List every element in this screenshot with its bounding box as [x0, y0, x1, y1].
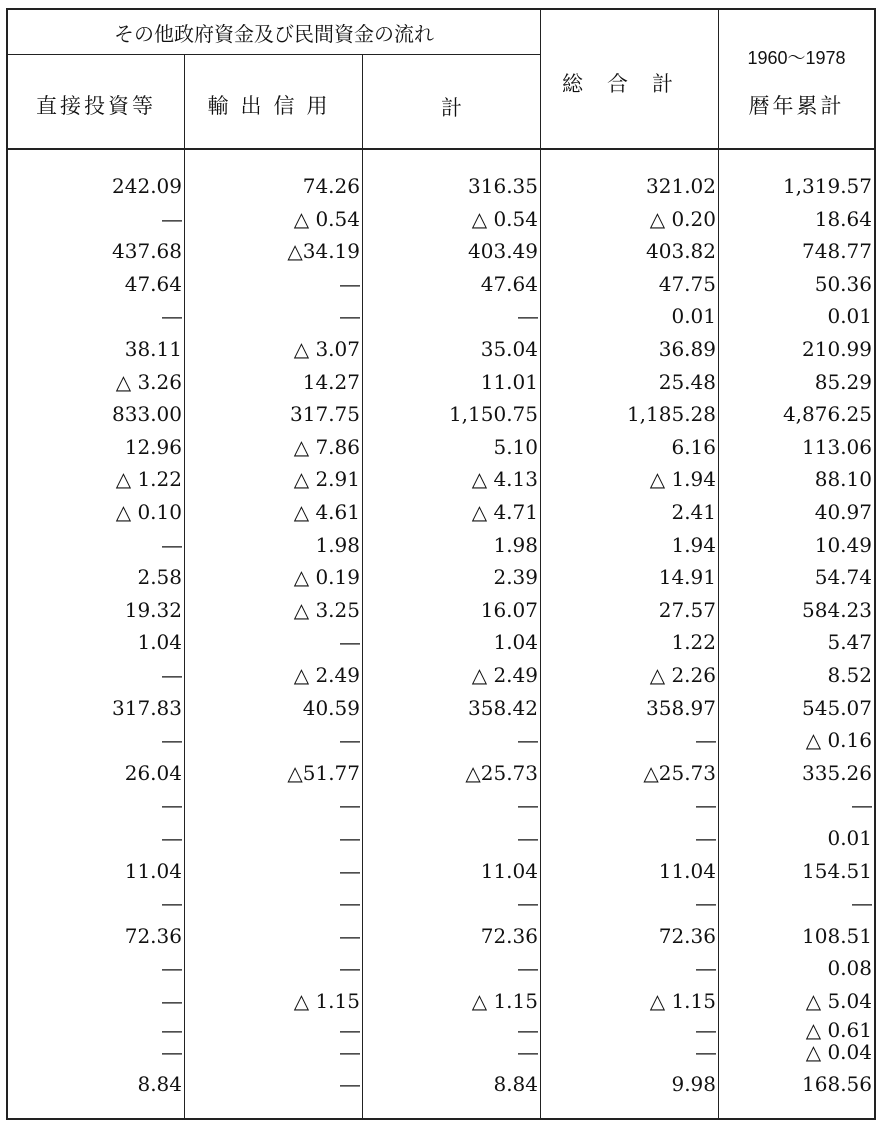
cell-direct-investment: ―	[162, 728, 182, 753]
col-header-direct-investment: 直接投資等	[36, 94, 156, 118]
cell-subtotal: 403.49	[468, 239, 538, 264]
cell-direct-investment: ―	[162, 793, 182, 818]
cell-cumulative: 335.26	[802, 760, 872, 785]
cell-direct-investment: 8.84	[137, 1072, 182, 1096]
cell-subtotal: △ 4.13	[471, 467, 538, 492]
cell-grand-total: ―	[696, 891, 716, 916]
cell-direct-investment: ―	[162, 956, 182, 981]
cell-grand-total: 27.57	[658, 597, 716, 622]
cell-export-credit: ―	[340, 630, 360, 655]
cell-grand-total: 403.82	[646, 239, 716, 264]
cell-export-credit: 74.26	[302, 174, 360, 198]
cell-cumulative: 5.47	[827, 630, 872, 655]
table-top-border	[6, 8, 876, 10]
cell-export-credit: △ 3.25	[293, 597, 360, 622]
cell-cumulative: 545.07	[802, 695, 872, 720]
cell-subtotal: ―	[518, 304, 538, 329]
cell-direct-investment: △ 3.26	[115, 369, 182, 394]
cell-cumulative: 1,319.57	[782, 174, 872, 198]
cell-cumulative: 4,876.25	[782, 402, 872, 427]
col-divider-1	[184, 54, 185, 1120]
cell-export-credit: △51.77	[287, 760, 360, 785]
cell-subtotal: △ 2.49	[471, 663, 538, 687]
cell-cumulative: 584.23	[802, 597, 872, 622]
cell-cumulative: 210.99	[802, 337, 872, 361]
cell-direct-investment: ―	[162, 663, 182, 687]
cell-subtotal: 2.39	[493, 565, 538, 590]
cell-direct-investment: ―	[162, 206, 182, 231]
cell-direct-investment: 317.83	[112, 695, 182, 720]
cell-export-credit: △ 1.15	[293, 989, 360, 1013]
cell-grand-total: 72.36	[658, 923, 716, 948]
cell-export-credit: ―	[340, 1040, 360, 1064]
cell-direct-investment: 12.96	[124, 434, 182, 459]
cell-cumulative: ―	[852, 793, 872, 818]
cell-grand-total: △ 1.94	[649, 467, 716, 492]
cell-subtotal: 5.10	[493, 434, 538, 459]
cell-cumulative: 154.51	[802, 858, 872, 883]
cell-subtotal: 316.35	[468, 174, 538, 198]
cell-subtotal: ―	[518, 1018, 538, 1042]
cell-subtotal: ―	[518, 1040, 538, 1064]
cell-direct-investment: △ 0.10	[115, 500, 182, 524]
cell-subtotal: 11.01	[480, 369, 538, 394]
cell-grand-total: 14.91	[658, 565, 716, 590]
cell-subtotal: ―	[518, 728, 538, 753]
cell-export-credit: ―	[340, 923, 360, 948]
cell-subtotal: 1.98	[493, 532, 538, 557]
cell-direct-investment: ―	[162, 989, 182, 1013]
cell-export-credit: 14.27	[302, 369, 360, 394]
cell-cumulative: 85.29	[814, 369, 872, 394]
cell-cumulative: 0.01	[827, 826, 872, 850]
cell-subtotal: △ 4.71	[471, 500, 538, 524]
cell-grand-total: 1.94	[671, 532, 716, 557]
cell-cumulative: 10.49	[814, 532, 872, 557]
cell-cumulative: 168.56	[802, 1072, 872, 1096]
cell-cumulative: ―	[852, 891, 872, 916]
cell-cumulative: 108.51	[802, 923, 872, 948]
table-right-border	[874, 8, 876, 1120]
cell-subtotal: ―	[518, 956, 538, 981]
cell-subtotal: 72.36	[480, 923, 538, 948]
cell-subtotal: 8.84	[493, 1072, 538, 1096]
col-divider-2	[362, 54, 363, 1120]
cell-direct-investment: ―	[162, 826, 182, 850]
cell-cumulative: 748.77	[802, 239, 872, 264]
cell-export-credit: △34.19	[287, 239, 360, 264]
cell-subtotal: 47.64	[480, 271, 538, 296]
cell-export-credit: ―	[340, 304, 360, 329]
col-divider-4	[718, 8, 719, 1120]
cell-direct-investment: 19.32	[124, 597, 182, 622]
cell-subtotal: 16.07	[480, 597, 538, 622]
table-bottom-border	[6, 1118, 876, 1120]
cell-export-credit: △ 0.19	[293, 565, 360, 590]
cell-export-credit: ―	[340, 1072, 360, 1096]
cell-export-credit: ―	[340, 271, 360, 296]
cell-subtotal: ―	[518, 891, 538, 916]
cell-cumulative: △ 0.61	[805, 1018, 872, 1042]
col-header-export-credit: 輸出信用	[207, 94, 340, 118]
cell-grand-total: ―	[696, 1018, 716, 1042]
cell-subtotal: ―	[518, 793, 538, 818]
cell-direct-investment: ―	[162, 532, 182, 557]
cell-grand-total: ―	[696, 826, 716, 850]
cell-grand-total: 0.01	[671, 304, 716, 329]
cell-grand-total: △ 2.26	[649, 663, 716, 687]
cell-export-credit: △ 3.07	[293, 337, 360, 361]
col-header-subtotal: 計	[441, 96, 462, 120]
cell-grand-total: ―	[696, 1040, 716, 1064]
cell-grand-total: 47.75	[658, 271, 716, 296]
cell-grand-total: △ 1.15	[649, 989, 716, 1013]
cell-direct-investment: ―	[162, 1040, 182, 1064]
cell-subtotal: △25.73	[465, 760, 538, 785]
cell-direct-investment: 47.64	[124, 271, 182, 296]
cell-subtotal: 11.04	[480, 858, 538, 883]
cell-cumulative: 18.64	[814, 206, 872, 231]
cell-direct-investment: ―	[162, 304, 182, 329]
cell-export-credit: ―	[340, 1018, 360, 1042]
cell-grand-total: ―	[696, 793, 716, 818]
cell-cumulative: 88.10	[814, 467, 872, 492]
cell-grand-total: 25.48	[658, 369, 716, 394]
cell-export-credit: ―	[340, 858, 360, 883]
cell-export-credit: ―	[340, 793, 360, 818]
cell-subtotal: 1.04	[493, 630, 538, 655]
cell-direct-investment: 437.68	[112, 239, 182, 264]
cell-grand-total: 2.41	[671, 500, 716, 524]
cell-export-credit: △ 2.49	[293, 663, 360, 687]
cell-export-credit: 40.59	[302, 695, 360, 720]
cell-subtotal: 1,150.75	[448, 402, 538, 427]
cell-cumulative: △ 5.04	[805, 989, 872, 1013]
col-header-grand-total: 総合計	[562, 72, 697, 96]
cell-direct-investment: ―	[162, 891, 182, 916]
cell-export-credit: ―	[340, 728, 360, 753]
cell-grand-total: 1,185.28	[626, 402, 716, 427]
cell-export-credit: ―	[340, 826, 360, 850]
cell-export-credit: ―	[340, 891, 360, 916]
cell-grand-total: ―	[696, 956, 716, 981]
cell-grand-total: 321.02	[646, 174, 716, 198]
cell-direct-investment: 38.11	[124, 337, 182, 361]
cell-cumulative: 0.08	[827, 956, 872, 981]
cell-subtotal: △ 0.54	[471, 206, 538, 231]
cell-subtotal: 35.04	[480, 337, 538, 361]
cell-direct-investment: 833.00	[112, 402, 182, 427]
cell-export-credit: △ 4.61	[293, 500, 360, 524]
cell-export-credit: △ 7.86	[293, 434, 360, 459]
col-header-cumulative-label: 暦年累計	[748, 94, 845, 118]
cell-direct-investment: 11.04	[124, 858, 182, 883]
cell-grand-total: △25.73	[643, 760, 716, 785]
cell-export-credit: △ 0.54	[293, 206, 360, 231]
group-header-divider	[6, 54, 540, 55]
cell-grand-total: 36.89	[658, 337, 716, 361]
cell-direct-investment: 2.58	[137, 565, 182, 590]
cell-direct-investment: △ 1.22	[115, 467, 182, 492]
cell-cumulative: △ 0.04	[805, 1040, 872, 1064]
cell-export-credit: △ 2.91	[293, 467, 360, 492]
cell-cumulative: 40.97	[814, 500, 872, 524]
cell-direct-investment: 72.36	[124, 923, 182, 948]
cell-grand-total: 9.98	[671, 1072, 716, 1096]
cell-grand-total: △ 0.20	[649, 206, 716, 231]
cell-subtotal: △ 1.15	[471, 989, 538, 1013]
cell-cumulative: 54.74	[814, 565, 872, 590]
cell-grand-total: 6.16	[671, 434, 716, 459]
cell-cumulative: 113.06	[802, 434, 872, 459]
cell-subtotal: 358.42	[468, 695, 538, 720]
cell-direct-investment: ―	[162, 1018, 182, 1042]
cell-export-credit: 1.98	[315, 532, 360, 557]
header-bottom-border	[6, 148, 876, 150]
col-header-cumulative-years: 1960～1978	[747, 48, 846, 68]
cell-grand-total: 11.04	[658, 858, 716, 883]
col-divider-3	[540, 8, 541, 1120]
cell-cumulative: 8.52	[827, 663, 872, 687]
cell-direct-investment: 26.04	[124, 760, 182, 785]
cell-export-credit: 317.75	[290, 402, 360, 427]
cell-cumulative: 50.36	[814, 271, 872, 296]
cell-direct-investment: 1.04	[137, 630, 182, 655]
cell-grand-total: 358.97	[646, 695, 716, 720]
cell-cumulative: △ 0.16	[805, 728, 872, 753]
cell-grand-total: 1.22	[671, 630, 716, 655]
cell-export-credit: ―	[340, 956, 360, 981]
cell-direct-investment: 242.09	[112, 174, 182, 198]
cell-cumulative: 0.01	[827, 304, 872, 329]
group-header-title: その他政府資金及び民間資金の流れ	[114, 22, 434, 46]
cell-subtotal: ―	[518, 826, 538, 850]
cell-grand-total: ―	[696, 728, 716, 753]
